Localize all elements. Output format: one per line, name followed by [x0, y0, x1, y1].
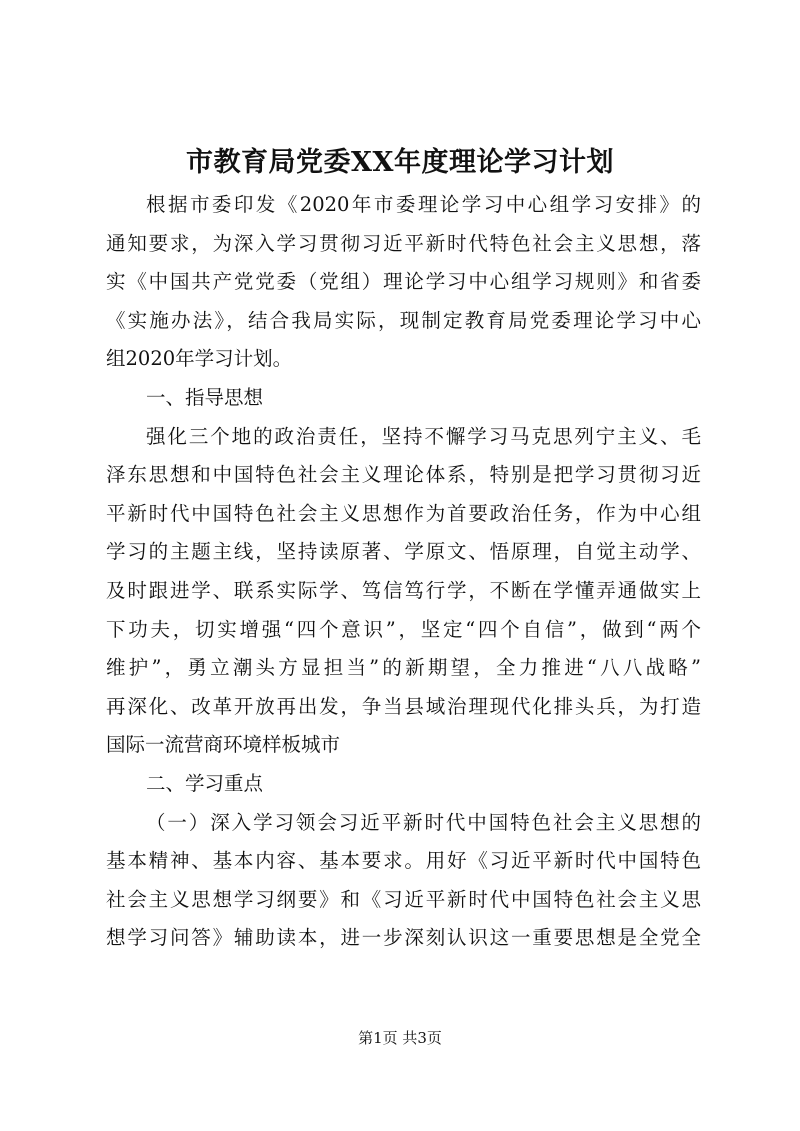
document-body — [106, 186, 701, 958]
page-title: 市教育局党委XX年度理论学习计划 — [186, 147, 614, 178]
paragraph-line: （一）深入学习领会习近平新时代中国特色社会主义思想的 — [146, 810, 701, 834]
paragraph-line: 组2020年学习计划。 — [106, 347, 293, 371]
paragraph-line: 《实施办法》，结合我局实际，现制定教育局党委理论学习中心 — [106, 308, 701, 332]
paragraph-line: 泽东思想和中国特色社会主义理论体系，特别是把学习贯彻习近 — [106, 463, 701, 487]
paragraph-line: 强化三个地的政治责任，坚持不懈学习马克思列宁主义、毛 — [146, 424, 701, 448]
paragraph-line: 根据市委印发《2020年市委理论学习中心组学习安排》的 — [146, 193, 701, 216]
section-heading: 二、学习重点 — [146, 771, 264, 795]
paragraph-line: 及时跟进学、联系实际学、笃信笃行学，不断在学懂弄通做实上 — [106, 578, 701, 602]
paragraph-line: 通知要求，为深入学习贯彻习近平新时代特色社会主义思想，落 — [106, 231, 701, 255]
paragraph-line: 想学习问答》辅助读本，进一步深刻认识这一重要思想是全党全 — [106, 926, 701, 950]
paragraph-line: 平新时代中国特色社会主义思想作为首要政治任务，作为中心组 — [106, 501, 701, 525]
paragraph-line: 下功夫，切实增强“四个意识”，坚定“四个自信”，做到“两个 — [106, 617, 701, 641]
page-footer: 第1页 共3页 — [358, 1029, 442, 1047]
paragraph-line: 维护”，勇立潮头方显担当”的新期望，全力推进“八八战略” — [106, 656, 701, 680]
section-heading: 一、指导思想 — [146, 385, 264, 409]
paragraph-line: 再深化、改革开放再出发，争当县域治理现代化排头兵，为打造 — [106, 694, 701, 718]
paragraph-line: 实《中国共产党党委（党组）理论学习中心组学习规则》和省委 — [106, 270, 701, 294]
paragraph-line: 社会主义思想学习纲要》和《习近平新时代中国特色社会主义思 — [106, 887, 701, 911]
paragraph-line: 基本精神、基本内容、基本要求。用好《习近平新时代中国特色 — [106, 849, 701, 873]
paragraph-line: 学习的主题主线，坚持读原著、学原文、悟原理，自觉主动学、 — [106, 540, 701, 564]
paragraph-line: 国际一流营商环境样板城市 — [106, 733, 341, 757]
